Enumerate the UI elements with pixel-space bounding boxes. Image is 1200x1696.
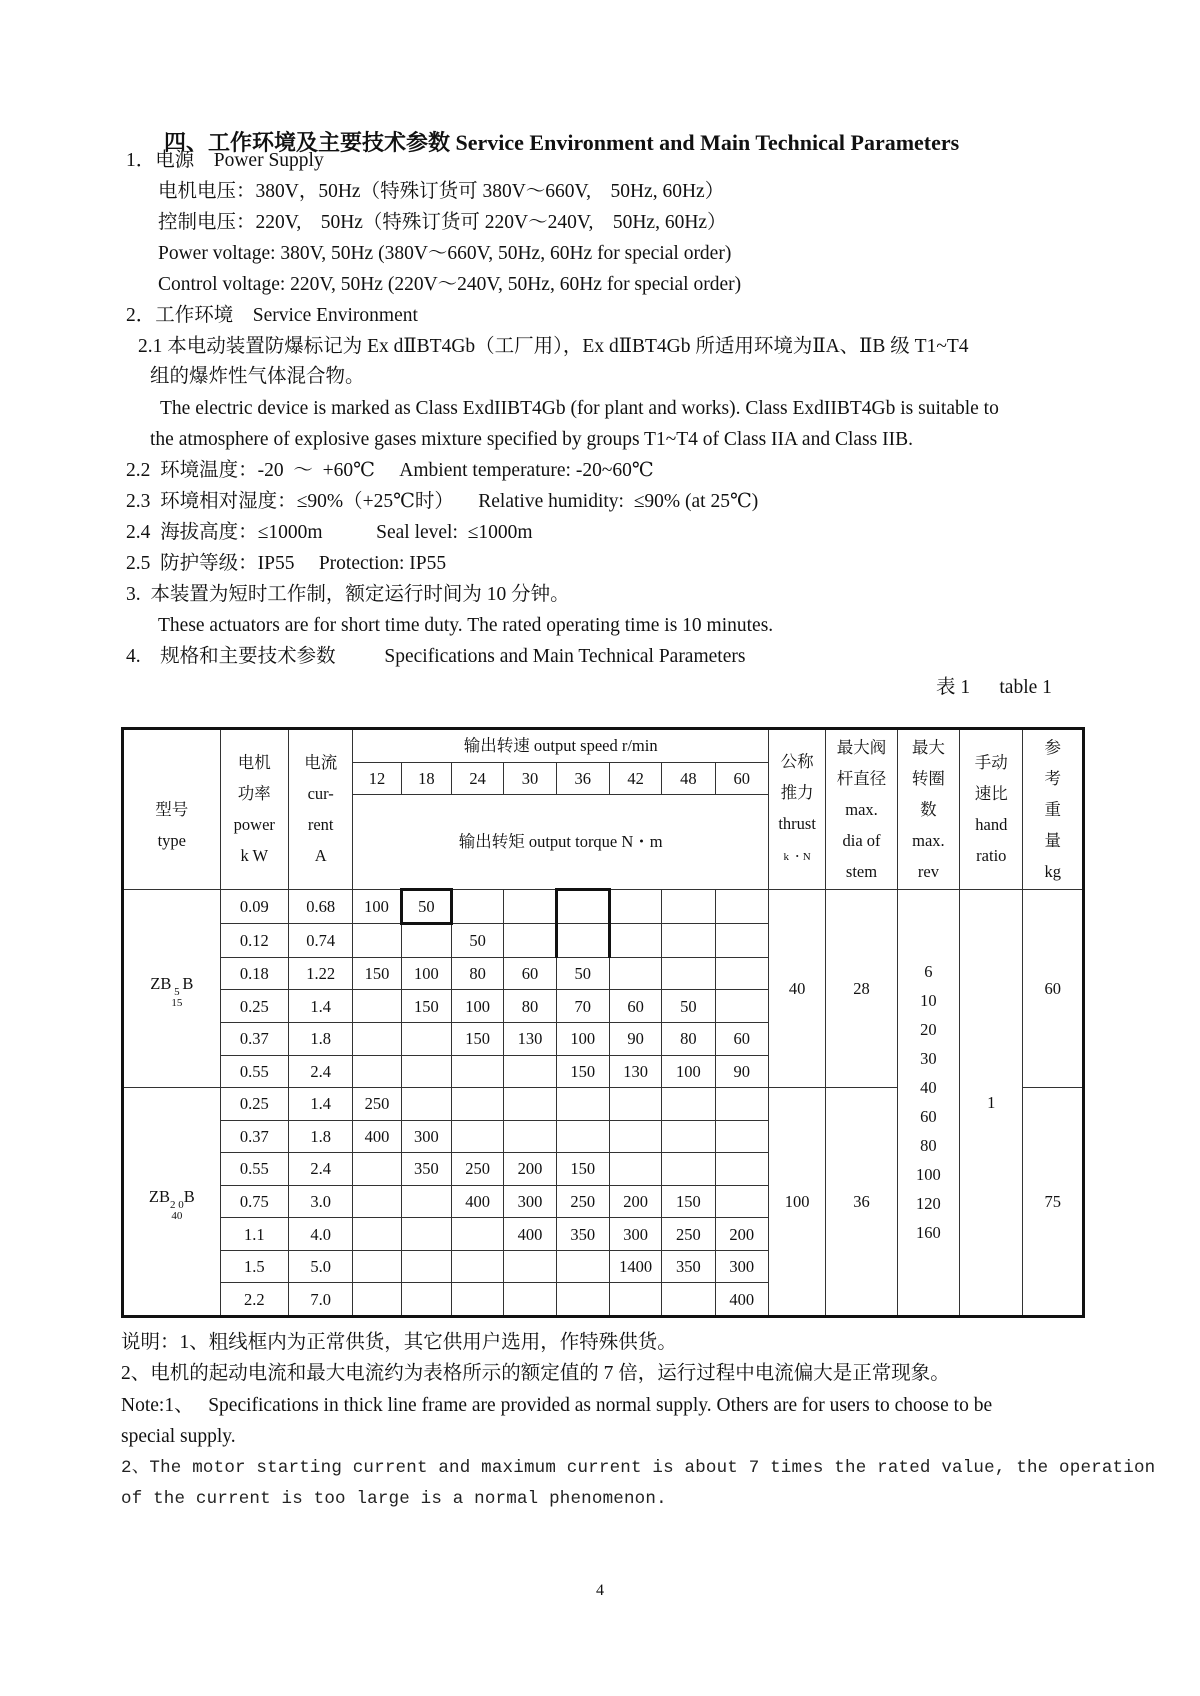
model-base: ZB xyxy=(150,973,172,993)
model-base: ZB xyxy=(148,1187,170,1207)
protection: 2.5 防护等级：IP55 Protection: IP55 xyxy=(126,553,447,574)
torque-cell xyxy=(504,1120,556,1153)
power-cell: 0.25 xyxy=(220,990,288,1023)
torque-cell xyxy=(715,1120,768,1153)
power-cell: 0.12 xyxy=(220,924,288,958)
torque-cell: 250 xyxy=(353,1088,401,1121)
power-voltage-en: Power voltage: 380V, 50Hz (380V～660V, 50Hz, 60Hz for special order) xyxy=(158,243,732,264)
torque-cell: 60 xyxy=(504,957,556,990)
header-hand-ratio xyxy=(960,729,1023,890)
current-cell: 1.22 xyxy=(289,957,353,990)
current-cell: 0.74 xyxy=(289,924,353,958)
specifications-table xyxy=(121,727,1085,1318)
torque-cell xyxy=(353,1055,401,1088)
power-cell: 0.09 xyxy=(220,889,288,924)
torque-cell xyxy=(353,1153,401,1186)
current-cell: 0.68 xyxy=(289,889,353,924)
header-hand-text: 手动 速比 hand ratio xyxy=(974,753,1008,866)
power-supply-heading: 1．电源 Power Supply xyxy=(126,150,324,171)
explosion-marking-cn-cont: 组的爆炸性气体混合物。 xyxy=(150,366,365,387)
torque-cell xyxy=(353,1218,401,1251)
rev-cell xyxy=(897,889,959,1316)
torque-cell xyxy=(715,1153,768,1186)
header-thrust-text: 公称 推力 thrust xyxy=(778,751,816,833)
header-type xyxy=(123,729,221,890)
torque-cell: 250 xyxy=(451,1153,503,1186)
power-cell: 0.55 xyxy=(220,1055,288,1088)
hand-ratio-cell: 1 xyxy=(960,889,1023,1316)
speed-24: 24 xyxy=(451,762,503,795)
header-thrust-unit: k ・N xyxy=(783,850,811,863)
torque-cell xyxy=(662,924,715,958)
header-output-speed: 输出转速 output speed r/min xyxy=(353,729,769,763)
speed-48: 48 xyxy=(662,762,715,795)
torque-cell: 90 xyxy=(715,1055,768,1088)
explosion-marking-cn: 2.1 本电动装置防爆标记为 Ex dⅡBT4Gb（工厂用），Ex dⅡBT4Gb 所适用环境为ⅡA、ⅡB 级 T1~T4 xyxy=(138,336,969,357)
thrust-cell: 40 xyxy=(768,889,825,1087)
torque-cell: 350 xyxy=(662,1250,715,1283)
torque-cell: 200 xyxy=(609,1185,661,1218)
header-thrust xyxy=(768,729,825,890)
header-type-text: 型号 type xyxy=(155,799,189,850)
torque-cell xyxy=(662,1120,715,1153)
header-stem xyxy=(826,729,897,890)
header-current xyxy=(289,729,353,890)
torque-cell: 50 xyxy=(662,990,715,1023)
torque-cell xyxy=(504,1250,556,1283)
torque-cell xyxy=(662,1283,715,1317)
current-cell: 1.4 xyxy=(289,990,353,1023)
speed-60: 60 xyxy=(715,762,768,795)
header-power xyxy=(220,729,288,890)
torque-cell: 80 xyxy=(662,1022,715,1055)
model-scripts xyxy=(171,987,182,1009)
current-cell: 1.8 xyxy=(289,1120,353,1153)
torque-cell xyxy=(353,1283,401,1317)
explosion-marking-en: The electric device is marked as Class ExdIIBT4Gb (for plant and works). Class ExdIIBT4Gb is suitable to xyxy=(160,398,999,419)
torque-cell: 100 xyxy=(556,1022,609,1055)
torque-cell xyxy=(715,924,768,958)
model-scripts xyxy=(170,1200,184,1222)
torque-cell xyxy=(715,1088,768,1121)
header-stem-text: 最大阀 杆直径 max. dia of stem xyxy=(836,737,887,881)
speed-30: 30 xyxy=(504,762,556,795)
torque-cell: 350 xyxy=(556,1218,609,1251)
torque-cell xyxy=(353,1185,401,1218)
current-cell: 1.4 xyxy=(289,1088,353,1121)
torque-cell xyxy=(353,1022,401,1055)
torque-cell: 50 xyxy=(401,889,451,924)
torque-cell xyxy=(504,1283,556,1317)
torque-cell: 80 xyxy=(451,957,503,990)
current-cell: 1.8 xyxy=(289,1022,353,1055)
note-en-2: 2、The motor starting current and maximum current is about 7 times the rated value, the operation xyxy=(121,1458,1156,1478)
power-cell: 0.55 xyxy=(220,1153,288,1186)
torque-cell xyxy=(401,1055,451,1088)
torque-cell: 300 xyxy=(715,1250,768,1283)
speed-36: 36 xyxy=(556,762,609,795)
torque-cell xyxy=(715,889,768,924)
torque-cell xyxy=(401,1022,451,1055)
torque-cell xyxy=(609,957,661,990)
speed-12: 12 xyxy=(353,762,401,795)
duty-cn: 3. 本装置为短时工作制，额定运行时间为 10 分钟。 xyxy=(126,584,570,605)
torque-cell xyxy=(609,1120,661,1153)
control-voltage-en: Control voltage: 220V, 50Hz (220V～240V, 50Hz, 60Hz for special order) xyxy=(158,274,742,295)
torque-cell xyxy=(451,1250,503,1283)
torque-cell: 150 xyxy=(401,990,451,1023)
torque-cell: 90 xyxy=(609,1022,661,1055)
header-current-text: 电流 cur- rent A xyxy=(304,753,338,866)
weight-cell: 75 xyxy=(1023,1088,1084,1317)
speed-42: 42 xyxy=(609,762,661,795)
torque-cell xyxy=(353,924,401,958)
torque-cell xyxy=(353,990,401,1023)
header-weight xyxy=(1023,729,1084,890)
torque-cell: 250 xyxy=(556,1185,609,1218)
torque-cell: 70 xyxy=(556,990,609,1023)
torque-cell: 300 xyxy=(504,1185,556,1218)
power-cell: 1.1 xyxy=(220,1218,288,1251)
model-sub: 15 xyxy=(171,996,183,1009)
torque-cell xyxy=(609,1153,661,1186)
header-output-torque: 输出转矩 output torque N・m xyxy=(353,795,769,890)
power-cell: 0.37 xyxy=(220,1022,288,1055)
duty-en: These actuators are for short time duty. The rated operating time is 10 minutes. xyxy=(158,615,774,636)
torque-cell xyxy=(662,957,715,990)
torque-cell: 150 xyxy=(353,957,401,990)
torque-cell xyxy=(556,924,609,958)
torque-cell xyxy=(609,924,661,958)
torque-cell: 150 xyxy=(662,1185,715,1218)
torque-cell: 400 xyxy=(715,1283,768,1317)
table-caption: 表 1 table 1 xyxy=(936,677,1052,698)
torque-cell xyxy=(556,889,609,924)
torque-cell: 80 xyxy=(504,990,556,1023)
torque-cell xyxy=(451,1055,503,1088)
torque-cell: 300 xyxy=(401,1120,451,1153)
motor-voltage-cn: 电机电压：380V，50Hz（特殊订货可 380V～660V, 50Hz, 60Hz） xyxy=(158,181,725,202)
current-cell: 5.0 xyxy=(289,1250,353,1283)
torque-cell: 50 xyxy=(556,957,609,990)
torque-cell: 300 xyxy=(609,1218,661,1251)
torque-cell: 130 xyxy=(504,1022,556,1055)
header-rev xyxy=(897,729,959,890)
section-title: 四、工作环境及主要技术参数 Service Environment and Main Technical Parameters xyxy=(164,130,960,155)
stem-cell: 28 xyxy=(826,889,897,1087)
header-power-text: 电机 功率 power k W xyxy=(233,753,275,866)
model-suffix: B xyxy=(183,1187,195,1207)
torque-cell xyxy=(451,889,503,924)
model-sup: 2 0 xyxy=(169,1199,184,1212)
torque-cell xyxy=(715,1185,768,1218)
current-cell: 7.0 xyxy=(289,1283,353,1317)
note-en-1: Note:1、 Specifications in thick line frame are provided as normal supply. Others are for users to choose to be xyxy=(121,1395,993,1416)
stem-cell: 36 xyxy=(826,1088,897,1317)
torque-cell: 100 xyxy=(451,990,503,1023)
speed-18: 18 xyxy=(401,762,451,795)
torque-cell: 1400 xyxy=(609,1250,661,1283)
torque-cell xyxy=(401,1088,451,1121)
torque-cell xyxy=(662,889,715,924)
torque-cell: 400 xyxy=(504,1218,556,1251)
table-row xyxy=(123,889,1084,924)
torque-cell xyxy=(504,924,556,958)
torque-cell: 200 xyxy=(715,1218,768,1251)
torque-cell xyxy=(609,1088,661,1121)
header-rev-text: 最大 转圈 数 max. rev xyxy=(911,737,945,881)
torque-cell: 150 xyxy=(556,1153,609,1186)
torque-cell xyxy=(556,1120,609,1153)
torque-cell xyxy=(401,924,451,958)
control-voltage-cn: 控制电压：220V, 50Hz（特殊订货可 220V～240V, 50Hz, 60Hz） xyxy=(158,212,727,233)
header-weight-text: 参 考 重 量 kg xyxy=(1044,737,1061,881)
altitude: 2.4 海拔高度：≤1000m Seal level: ≤1000m xyxy=(126,522,533,543)
torque-cell xyxy=(451,1120,503,1153)
rev-values: 6 10 20 30 40 60 80 100 120 160 xyxy=(916,961,941,1242)
torque-cell xyxy=(715,990,768,1023)
torque-cell: 100 xyxy=(401,957,451,990)
current-cell: 2.4 xyxy=(289,1055,353,1088)
note-en-2-cont: of the current is too large is a normal phenomenon. xyxy=(121,1489,667,1509)
torque-cell xyxy=(504,889,556,924)
torque-cell: 130 xyxy=(609,1055,661,1088)
torque-cell: 400 xyxy=(353,1120,401,1153)
torque-cell: 350 xyxy=(401,1153,451,1186)
power-cell: 0.18 xyxy=(220,957,288,990)
torque-cell: 150 xyxy=(451,1022,503,1055)
relative-humidity: 2.3 环境相对湿度：≤90%（+25℃时） Relative humidity: ≤90% (at 25℃) xyxy=(126,491,759,512)
note-cn-2: 2、电机的起动电流和最大电流约为表格所示的额定值的 7 倍，运行过程中电流偏大是正常现象。 xyxy=(121,1363,950,1384)
torque-cell: 60 xyxy=(609,990,661,1023)
note-cn-1: 说明：1、粗线框内为正常供货，其它供用户选用，作特殊供货。 xyxy=(121,1332,677,1353)
torque-cell: 400 xyxy=(451,1185,503,1218)
torque-cell xyxy=(556,1088,609,1121)
torque-cell: 50 xyxy=(451,924,503,958)
current-cell: 4.0 xyxy=(289,1218,353,1251)
torque-cell: 150 xyxy=(556,1055,609,1088)
torque-cell xyxy=(401,1250,451,1283)
page-number: 4 xyxy=(596,1582,604,1599)
torque-cell xyxy=(401,1218,451,1251)
note-en-1-cont: special supply. xyxy=(121,1426,236,1447)
power-cell: 0.25 xyxy=(220,1088,288,1121)
power-cell: 0.37 xyxy=(220,1120,288,1153)
torque-cell xyxy=(451,1218,503,1251)
explosion-marking-en-cont: the atmosphere of explosive gases mixture specified by groups T1~T4 of Class IIA and Class IIB. xyxy=(150,429,913,450)
power-cell: 1.5 xyxy=(220,1250,288,1283)
torque-cell xyxy=(609,1283,661,1317)
torque-cell: 100 xyxy=(662,1055,715,1088)
torque-cell xyxy=(556,1283,609,1317)
torque-cell xyxy=(504,1055,556,1088)
torque-cell xyxy=(504,1088,556,1121)
torque-cell xyxy=(715,957,768,990)
torque-cell xyxy=(401,1185,451,1218)
weight-cell: 60 xyxy=(1023,889,1084,1087)
model-zb5-15b xyxy=(123,889,221,1087)
torque-cell xyxy=(353,1250,401,1283)
current-cell: 2.4 xyxy=(289,1153,353,1186)
torque-cell xyxy=(401,1283,451,1317)
model-zb20-40b xyxy=(123,1088,221,1317)
torque-cell: 200 xyxy=(504,1153,556,1186)
service-environment-heading: 2．工作环境 Service Environment xyxy=(126,305,418,326)
power-cell: 0.75 xyxy=(220,1185,288,1218)
current-cell: 3.0 xyxy=(289,1185,353,1218)
thrust-cell: 100 xyxy=(768,1088,825,1317)
model-sub: 40 xyxy=(171,1210,183,1223)
torque-cell xyxy=(609,889,661,924)
power-cell: 2.2 xyxy=(220,1283,288,1317)
torque-cell: 60 xyxy=(715,1022,768,1055)
torque-cell: 100 xyxy=(353,889,401,924)
model-suffix: B xyxy=(182,973,194,993)
ambient-temperature: 2.2 环境温度：-20 ～ +60℃ Ambient temperature: -20~60℃ xyxy=(126,460,654,481)
torque-cell xyxy=(662,1153,715,1186)
torque-cell xyxy=(556,1250,609,1283)
torque-cell: 250 xyxy=(662,1218,715,1251)
specifications-heading: 4. 规格和主要技术参数 Specifications and Main Technical Parameters xyxy=(126,646,746,667)
torque-cell xyxy=(451,1088,503,1121)
model-sup: 5 xyxy=(174,985,180,998)
torque-cell xyxy=(451,1283,503,1317)
torque-cell xyxy=(662,1088,715,1121)
